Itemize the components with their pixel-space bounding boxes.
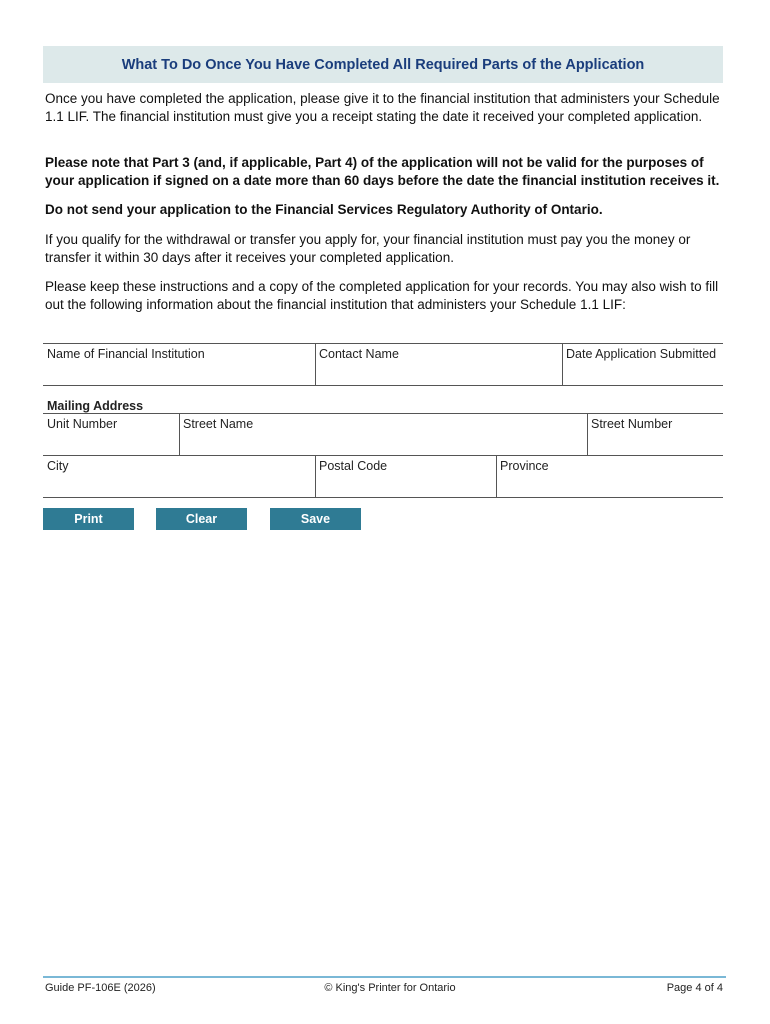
- do-not-send-notice: Do not send your application to the Financial Services Regulatory Authority of Ontario.: [45, 202, 603, 217]
- save-button[interactable]: Save: [270, 508, 361, 530]
- street-name-field[interactable]: [180, 413, 586, 455]
- street-name-label: Street Name: [183, 417, 254, 431]
- form-row-rule: [43, 385, 723, 386]
- footer-copyright: © King's Printer for Ontario: [324, 982, 456, 994]
- instruction-paragraph-1: Once you have completed the application, please give it to the financial institution that administers your Schedule 1.1 LIF. The financial institution must give you a receipt stating the date it received your completed application.: [45, 91, 720, 124]
- postal-code-label: Postal Code: [319, 459, 388, 473]
- validity-warning-paragraph: Please note that Part 3 (and, if applicable, Part 4) of the application will not be valid for the purposes of your application if signed on a date more than 60 days before the date the financial institution receives it.: [45, 155, 720, 188]
- institution-label: Name of Financial Institution: [47, 347, 205, 361]
- records-paragraph: Please keep these instructions and a copy of the completed application for your records. You may also wish to fill out the following information about the financial institution that administers your Schedule 1.1 LIF:: [45, 279, 719, 312]
- unit-number-field[interactable]: [44, 413, 178, 455]
- print-button[interactable]: Print: [43, 508, 134, 530]
- section-title: What To Do Once You Have Completed All Required Parts of the Application: [121, 56, 645, 73]
- payment-timing-paragraph: If you qualify for the withdrawal or transfer you apply for, your financial institution must pay you the money or transfer it within 30 days after it receives your completed application.: [45, 232, 691, 265]
- contact-name-label: Contact Name: [319, 347, 399, 361]
- city-label: City: [47, 459, 69, 473]
- province-field[interactable]: [497, 455, 723, 497]
- footer-rule: [43, 976, 726, 978]
- province-label: Province: [500, 459, 549, 473]
- city-field[interactable]: [44, 455, 314, 497]
- section-banner: [43, 46, 723, 83]
- institution-field[interactable]: [44, 343, 314, 385]
- form-bottom-rule: [43, 497, 723, 498]
- street-number-field[interactable]: [588, 413, 723, 455]
- footer-page-number: Page 4 of 4: [666, 982, 723, 994]
- street-number-label: Street Number: [591, 417, 673, 431]
- date-submitted-field[interactable]: [563, 343, 723, 385]
- date-submitted-label: Date Application Submitted: [566, 347, 717, 361]
- unit-number-label: Unit Number: [47, 417, 118, 431]
- clear-button[interactable]: Clear: [156, 508, 247, 530]
- footer-guide-id: Guide PF-106E (2026): [45, 982, 156, 994]
- postal-code-field[interactable]: [316, 455, 495, 497]
- mailing-address-heading: Mailing Address: [47, 399, 144, 413]
- contact-name-field[interactable]: [316, 343, 561, 385]
